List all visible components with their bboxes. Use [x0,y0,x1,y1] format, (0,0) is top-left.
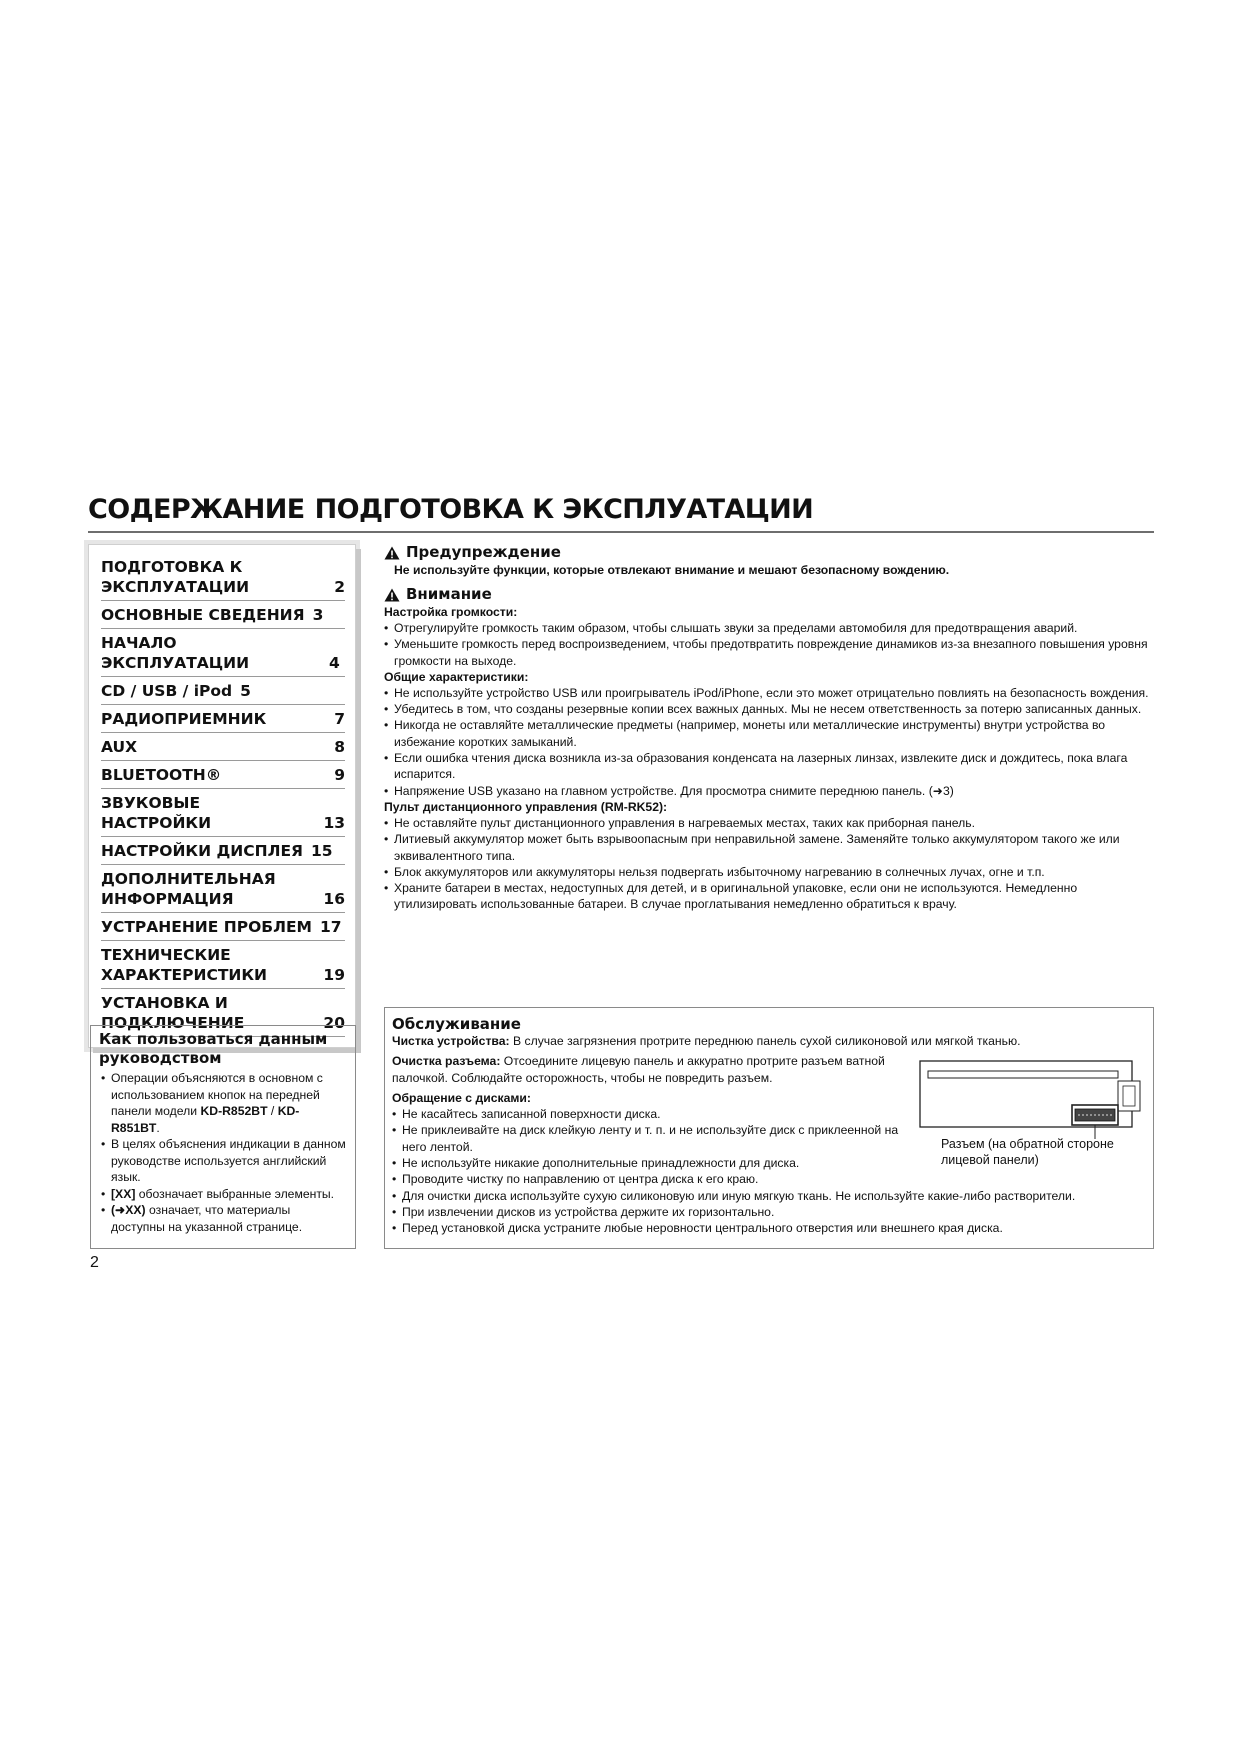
howto-text: Операции объясняются в основном с использованием кнопок на передней панели модели [111,1071,323,1118]
toc-label: НАСТРОЙКИ ДИСПЛЕЯ [101,842,303,860]
list-item [99,1070,347,1136]
toc-label: CD / USB / iPod [101,682,233,700]
list-item: • Литиевый аккумулятор может быть взрывоопасным при неправильной замене. Заменяйте только аккумулятором такого же или эквивалентного типа. [384,831,1154,864]
page-header [88,494,1154,533]
toc-label: ОСНОВНЫЕ СВЕДЕНИЯ [101,606,305,624]
toc-label: ТЕХНИЧЕСКИЕ ХАРАКТЕРИСТИКИ [101,946,268,984]
volume-list [384,620,1154,669]
volume-subheading: Настройка громкости: [384,605,518,619]
list-item: • Не используйте никакие дополнительные принадлежности для диска. [392,1155,1146,1171]
toc-label: ДОПОЛНИТЕЛЬНАЯ ИНФОРМАЦИЯ [101,870,276,908]
toc-label: УСТАНОВКА И ПОДКЛЮЧЕНИЕ [101,994,245,1032]
toc-page: 4 [329,654,340,672]
toc-page: 20 [323,1014,345,1032]
list-item: • Для очистки диска используйте сухую силиконовую или иную мягкую ткань. Не используйте какие-либо растворители. [392,1188,1146,1204]
howto-text: обозначает выбранные элементы. [135,1186,335,1201]
model-name: KD-R852BT [200,1104,268,1118]
list-item: • Перед установкой диска устраните любые неровности центрального отверстия или внешнего края диска. [392,1220,1146,1236]
list-item: • При извлечении дисков из устройства держите их горизонтально. [392,1204,1146,1220]
toc-label: НАЧАЛО ЭКСПЛУАТАЦИИ [101,634,250,672]
toc-page: 15 [310,842,333,860]
table-of-contents [88,544,356,1048]
caution-heading [384,585,1154,604]
toc-page: 7 [334,710,345,728]
caution-section [384,585,1154,913]
toc-label: ЗВУКОВЫЕ НАСТРОЙКИ [101,794,212,832]
toc-label: AUX [101,738,138,756]
list-item: • В целях объяснения индикации в данном руководстве используется английский язык. [99,1136,347,1186]
remote-subheading: Пульт дистанционного управления (RM-RK52): [384,799,668,814]
howto-text: означает, что материалы доступны на указанной странице. [111,1203,303,1234]
connector-paragraph [392,1053,922,1086]
cleaning-label: Чистка устройства: [392,1034,510,1048]
general-list [384,685,1154,799]
list-item: • Если ошибка чтения диска возникла из-за образования конденсата на лазерных линзах, извлеките диск и дождитесь, пока влага испарится. [384,750,1154,783]
list-item: • Уменьшите громкость перед воспроизведением, чтобы предотвратить повреждение динамиков из-за внезапного повышения уровня громкости на выходе. [384,636,1154,669]
general-subheading: Общие характеристики: [384,669,529,684]
toc-item-troubleshooting[interactable] [101,913,345,941]
list-item: • Не приклеивайте на диск клейкую ленту и т. п. и не используйте диск с приклеенной на него лентой. [392,1122,922,1155]
title-contents: СОДЕРЖАНИЕ [88,494,305,525]
toc-item-preparation[interactable] [101,553,345,601]
toc-page: 2 [334,578,345,596]
list-item: • Отрегулируйте громкость таким образом, чтобы слышать звуки за пределами автомобиля для предотвращения аварий. [384,620,1154,636]
maintenance-title: Обслуживание [392,1015,521,1033]
howto-separator: / [267,1104,278,1118]
toc-page: 16 [323,890,345,908]
toc-item-audio-settings[interactable] [101,789,345,837]
selected-item-code: [XX] [111,1186,136,1201]
toc-label: ПОДГОТОВКА К ЭКСПЛУАТАЦИИ [101,558,250,596]
connector-caption: Разъем (на обратной стороне лицевой панели) [941,1137,1114,1167]
page-number: 2 [90,1254,99,1271]
toc-page: 9 [334,766,345,784]
cleaning-text: В случае загрязнения протрите переднюю панель сухой силиконовой или мягкой тканью. [509,1034,1021,1048]
discs-title: Обращение с дисками: [392,1090,531,1105]
toc-item-getting-started[interactable] [101,629,345,677]
list-item: • Никогда не оставляйте металлические предметы (например, монеты или металлические инструменты) внутри устройства во избежание коротких замыканий. [384,717,1154,750]
list-item: • Убедитесь в том, что созданы резервные копии всех важных данных. Мы не несем ответственность за потерю записанных данных. [384,701,1154,717]
connector-text: Отсоедините лицевую панель и аккуратно протрите разъем ватной палочкой. Соблюдайте осторожность, чтобы не повредить разъем. [392,1054,885,1085]
list-item: • Блок аккумуляторов или аккумуляторы нельзя подвергать избыточному нагреванию в солнечных лучах, огне и т.п. [384,864,1154,880]
toc-item-aux[interactable] [101,733,345,761]
toc-label: УСТРАНЕНИЕ ПРОБЛЕМ [101,918,312,936]
warning-title: Предупреждение [406,543,561,561]
toc-item-basics[interactable] [101,601,345,629]
toc-page: 5 [240,682,251,700]
page-title [88,494,1154,525]
cleaning-paragraph [392,1033,1146,1049]
warning-text: Не используйте функции, которые отвлекают внимание и мешают безопасному вождению. [394,563,950,577]
toc-item-cd-usb-ipod[interactable] [101,677,345,705]
caution-triangle-icon [384,588,400,602]
toc-page: 3 [312,606,324,624]
remote-list [384,815,1154,913]
title-preparation: ПОДГОТОВКА К ЭКСПЛУАТАЦИИ [314,494,814,525]
maintenance-box [384,1007,1154,1249]
toc-label: BLUETOOTH® [101,766,222,784]
toc-item-more-info[interactable] [101,865,345,913]
list-item: • Проводите чистку по направлению от центра диска к его краю. [392,1171,1146,1187]
toc-page: 8 [334,738,345,756]
how-to-use-title: Как пользоваться данным руководством [99,1030,328,1067]
how-to-use-box [90,1025,356,1249]
discs-subheading [392,1090,922,1106]
list-item: • Напряжение USB указано на главном устройстве. Для просмотра снимите переднюю панель. (➜3) [384,783,1154,799]
toc-label: РАДИОПРИЕМНИК [101,710,267,728]
list-item: • Не оставляйте пульт дистанционного управления в нагреваемых местах, таких как приборная панель. [384,815,1154,831]
model-name: KD-R851BT [111,1104,300,1135]
list-item: • Храните батареи в местах, недоступных для детей, и в оригинальной упаковке, если они не используются. Немедленно утилизировать использованные батареи. В случае проглатывания немедленно обратиться к врачу. [384,880,1154,913]
caution-title: Внимание [406,585,492,603]
warning-heading [384,543,1154,562]
how-to-use-list [99,1070,347,1235]
toc-item-bluetooth[interactable] [101,761,345,789]
connector-label: Очистка разъема: [392,1054,501,1069]
list-item: • Не используйте устройство USB или проигрыватель iPod/iPhone, если это может отрицательно повлиять на безопасность вождения. [384,685,1154,701]
toc-page: 17 [319,918,342,936]
page-ref-code: (➜XX) [111,1203,146,1217]
list-item: • Не касайтесь записанной поверхности диска. [392,1106,932,1122]
howto-text: . [156,1120,160,1135]
toc-page: 19 [323,966,345,984]
warning-section [384,543,1154,578]
toc-item-display-settings[interactable] [101,837,345,865]
toc-item-radio[interactable] [101,705,345,733]
list-item [99,1186,347,1203]
list-item [99,1202,347,1235]
toc-item-specifications[interactable] [101,941,345,989]
toc-page: 13 [323,814,346,832]
warning-triangle-icon [384,546,400,560]
